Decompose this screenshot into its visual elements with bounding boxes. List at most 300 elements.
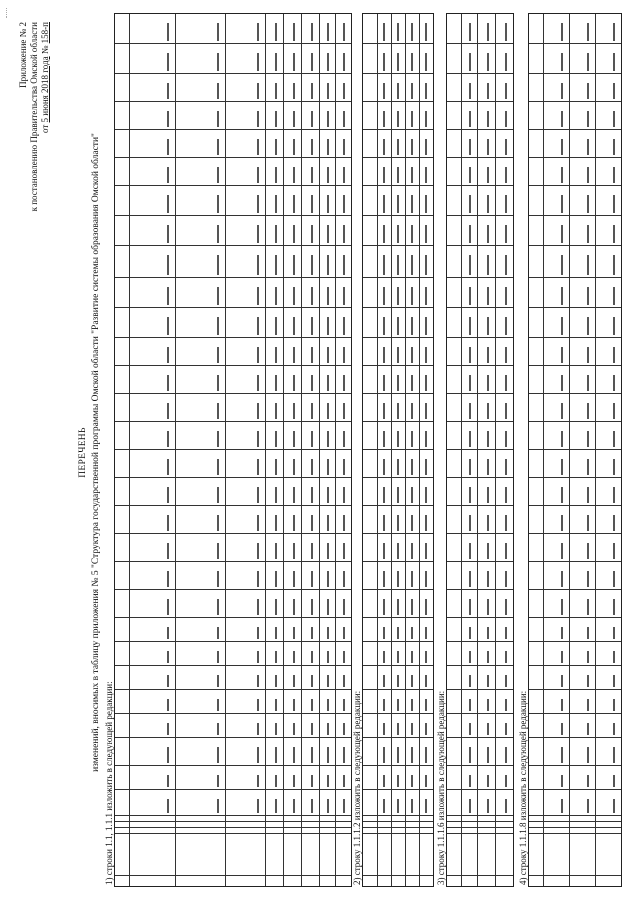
table-row-rule	[129, 14, 130, 886]
cell-value-mark	[425, 167, 427, 183]
cell-value-mark	[275, 53, 277, 71]
cell-value-mark	[167, 799, 169, 813]
table-column-rule	[363, 665, 433, 666]
cell-value-mark	[275, 651, 277, 663]
section-2-label: 2) строку 1.1.1.2 изложить в следующей редакции:	[352, 690, 362, 885]
cell-value-mark	[311, 627, 313, 639]
cell-value-mark	[217, 459, 219, 475]
table-row-rule	[175, 14, 176, 886]
table-column-rule	[447, 561, 513, 562]
cell-value-mark	[587, 675, 589, 687]
cell-value-mark	[327, 317, 329, 335]
cell-value-mark	[311, 431, 313, 447]
table-column-rule	[447, 307, 513, 308]
table-row-rule	[377, 14, 378, 886]
cell-value-mark	[411, 167, 413, 183]
cell-value-mark	[397, 347, 399, 363]
cell-value-mark	[167, 627, 169, 639]
cell-value-mark	[311, 317, 313, 335]
table-column-rule	[363, 561, 433, 562]
cell-value-mark	[505, 459, 507, 475]
cell-value-mark	[469, 347, 471, 363]
cell-value-mark	[487, 403, 489, 419]
table-column-rule	[447, 449, 513, 450]
cell-value-mark	[293, 675, 295, 687]
cell-value-mark	[469, 599, 471, 615]
cell-value-mark	[343, 627, 345, 639]
cell-value-mark	[613, 83, 615, 99]
cell-value-mark	[257, 23, 259, 41]
cell-value-mark	[397, 317, 399, 335]
cell-value-mark	[343, 599, 345, 615]
table-column-rule	[447, 421, 513, 422]
cell-value-mark	[327, 255, 329, 275]
cell-value-mark	[561, 599, 563, 615]
cell-value-mark	[411, 111, 413, 127]
cell-value-mark	[487, 167, 489, 183]
cell-value-mark	[311, 459, 313, 475]
cell-value-mark	[561, 699, 563, 711]
cell-value-mark	[587, 53, 589, 71]
cell-value-mark	[257, 775, 259, 787]
cell-value-mark	[505, 403, 507, 419]
cell-value-mark	[343, 347, 345, 363]
cell-value-mark	[293, 53, 295, 71]
cell-value-mark	[257, 571, 259, 587]
cell-value-mark	[397, 287, 399, 305]
cell-value-mark	[613, 287, 615, 305]
cell-value-mark	[613, 675, 615, 687]
table-column-rule	[115, 737, 351, 738]
cell-value-mark	[613, 225, 615, 243]
cell-value-mark	[425, 23, 427, 41]
cell-value-mark	[411, 747, 413, 763]
cell-value-mark	[343, 723, 345, 735]
cell-value-mark	[327, 723, 329, 735]
cell-value-mark	[561, 487, 563, 503]
cell-value-mark	[167, 651, 169, 663]
cell-value-mark	[257, 167, 259, 183]
table-row-rule	[461, 14, 462, 886]
cell-value-mark	[613, 53, 615, 71]
cell-value-mark	[275, 139, 277, 155]
cell-value-mark	[383, 317, 385, 335]
cell-value-mark	[397, 403, 399, 419]
cell-value-mark	[383, 431, 385, 447]
cell-value-mark	[469, 775, 471, 787]
table-column-rule	[447, 827, 513, 828]
table-column-rule	[447, 185, 513, 186]
cell-value-mark	[311, 347, 313, 363]
table-column-rule	[115, 393, 351, 394]
cell-value-mark	[383, 651, 385, 663]
cell-value-mark	[311, 775, 313, 787]
cell-value-mark	[487, 83, 489, 99]
cell-value-mark	[343, 675, 345, 687]
cell-value-mark	[217, 699, 219, 711]
cell-value-mark	[383, 53, 385, 71]
cell-value-mark	[343, 459, 345, 475]
table-column-rule	[447, 157, 513, 158]
cell-value-mark	[561, 571, 563, 587]
cell-value-mark	[397, 775, 399, 787]
cell-value-mark	[411, 459, 413, 475]
table-column-rule	[115, 245, 351, 246]
cell-value-mark	[411, 487, 413, 503]
cell-value-mark	[343, 23, 345, 41]
table-column-rule	[447, 833, 513, 834]
cell-value-mark	[167, 487, 169, 503]
cell-value-mark	[613, 347, 615, 363]
table-column-rule	[447, 101, 513, 102]
cell-value-mark	[293, 543, 295, 559]
cell-value-mark	[487, 375, 489, 391]
cell-value-mark	[425, 375, 427, 391]
table-column-rule	[363, 421, 433, 422]
cell-value-mark	[167, 287, 169, 305]
cell-value-mark	[311, 747, 313, 763]
cell-value-mark	[293, 459, 295, 475]
table-column-rule	[115, 337, 351, 338]
cell-value-mark	[411, 139, 413, 155]
cell-value-mark	[505, 431, 507, 447]
cell-value-mark	[257, 431, 259, 447]
cell-value-mark	[343, 747, 345, 763]
table-column-rule	[115, 449, 351, 450]
cell-value-mark	[343, 431, 345, 447]
cell-value-mark	[561, 747, 563, 763]
cell-value-mark	[275, 675, 277, 687]
cell-value-mark	[397, 675, 399, 687]
cell-value-mark	[343, 287, 345, 305]
cell-value-mark	[343, 651, 345, 663]
cell-value-mark	[293, 487, 295, 503]
appendix-number: Приложение № 2	[18, 22, 28, 88]
cell-value-mark	[217, 83, 219, 99]
cell-value-mark	[383, 627, 385, 639]
cell-value-mark	[327, 403, 329, 419]
appendix-date: 5 июня 2018 года	[40, 56, 50, 123]
cell-value-mark	[217, 651, 219, 663]
cell-value-mark	[217, 403, 219, 419]
cell-value-mark	[561, 53, 563, 71]
cell-value-mark	[217, 775, 219, 787]
cell-value-mark	[327, 167, 329, 183]
cell-value-mark	[487, 627, 489, 639]
cell-value-mark	[311, 83, 313, 99]
cell-value-mark	[613, 139, 615, 155]
cell-value-mark	[275, 799, 277, 813]
cell-value-mark	[383, 599, 385, 615]
table-column-rule	[115, 215, 351, 216]
cell-value-mark	[561, 167, 563, 183]
cell-value-mark	[613, 111, 615, 127]
cell-value-mark	[167, 317, 169, 335]
cell-value-mark	[425, 515, 427, 531]
cell-value-mark	[217, 347, 219, 363]
cell-value-mark	[217, 23, 219, 41]
cell-value-mark	[505, 571, 507, 587]
cell-value-mark	[505, 195, 507, 213]
cell-value-mark	[217, 627, 219, 639]
cell-value-mark	[327, 627, 329, 639]
cell-value-mark	[425, 487, 427, 503]
cell-value-mark	[411, 347, 413, 363]
cell-value-mark	[257, 627, 259, 639]
cell-value-mark	[383, 287, 385, 305]
cell-value-mark	[257, 699, 259, 711]
cell-value-mark	[613, 167, 615, 183]
cell-value-mark	[411, 287, 413, 305]
cell-value-mark	[383, 747, 385, 763]
cell-value-mark	[311, 599, 313, 615]
cell-value-mark	[343, 775, 345, 787]
cell-value-mark	[613, 195, 615, 213]
cell-value-mark	[293, 571, 295, 587]
cell-value-mark	[487, 775, 489, 787]
table-column-rule	[363, 789, 433, 790]
table-row-rule	[419, 14, 420, 886]
table-column-rule	[115, 765, 351, 766]
cell-value-mark	[561, 255, 563, 275]
cell-value-mark	[275, 627, 277, 639]
cell-value-mark	[293, 431, 295, 447]
cell-value-mark	[217, 599, 219, 615]
cell-value-mark	[587, 139, 589, 155]
cell-value-mark	[505, 487, 507, 503]
cell-value-mark	[327, 375, 329, 391]
cell-value-mark	[217, 515, 219, 531]
cell-value-mark	[383, 699, 385, 711]
cell-value-mark	[505, 225, 507, 243]
cell-value-mark	[469, 747, 471, 763]
cell-value-mark	[257, 651, 259, 663]
table-column-rule	[115, 689, 351, 690]
cell-value-mark	[411, 651, 413, 663]
cell-value-mark	[397, 515, 399, 531]
cell-value-mark	[561, 775, 563, 787]
cell-value-mark	[293, 627, 295, 639]
table-column-rule	[363, 101, 433, 102]
cell-value-mark	[469, 167, 471, 183]
cell-value-mark	[275, 543, 277, 559]
table-section-2	[362, 13, 434, 887]
cell-value-mark	[561, 225, 563, 243]
appendix-header	[18, 22, 51, 211]
cell-value-mark	[311, 23, 313, 41]
cell-value-mark	[425, 599, 427, 615]
cell-value-mark	[561, 317, 563, 335]
cell-value-mark	[469, 317, 471, 335]
cell-value-mark	[311, 195, 313, 213]
cell-value-mark	[167, 347, 169, 363]
appendix-decree: к постановлению Правительства Омской области	[29, 22, 39, 212]
cell-value-mark	[167, 459, 169, 475]
cell-value-mark	[469, 195, 471, 213]
cell-value-mark	[561, 375, 563, 391]
cell-value-mark	[487, 799, 489, 813]
cell-value-mark	[293, 287, 295, 305]
cell-value-mark	[217, 111, 219, 127]
cell-value-mark	[505, 747, 507, 763]
cell-value-mark	[327, 83, 329, 99]
cell-value-mark	[327, 459, 329, 475]
cell-value-mark	[397, 23, 399, 41]
cell-value-mark	[411, 775, 413, 787]
table-column-rule	[363, 277, 433, 278]
cell-value-mark	[275, 723, 277, 735]
cell-value-mark	[217, 571, 219, 587]
cell-value-mark	[383, 195, 385, 213]
table-column-rule	[115, 833, 351, 834]
cell-value-mark	[411, 799, 413, 813]
table-column-rule	[363, 641, 433, 642]
cell-value-mark	[587, 459, 589, 475]
cell-value-mark	[383, 775, 385, 787]
cell-value-mark	[343, 571, 345, 587]
cell-value-mark	[383, 23, 385, 41]
cell-value-mark	[425, 651, 427, 663]
cell-value-mark	[383, 799, 385, 813]
cell-value-mark	[327, 431, 329, 447]
table-column-rule	[363, 477, 433, 478]
cell-value-mark	[469, 627, 471, 639]
scan-mark	[6, 8, 13, 18]
cell-value-mark	[293, 403, 295, 419]
cell-value-mark	[327, 599, 329, 615]
cell-value-mark	[397, 375, 399, 391]
cell-value-mark	[217, 487, 219, 503]
cell-value-mark	[505, 599, 507, 615]
cell-value-mark	[167, 167, 169, 183]
table-column-rule	[115, 365, 351, 366]
table-column-rule	[115, 815, 351, 816]
table-row-rule	[495, 14, 496, 886]
cell-value-mark	[613, 255, 615, 275]
cell-value-mark	[411, 515, 413, 531]
cell-value-mark	[561, 723, 563, 735]
table-column-rule	[363, 73, 433, 74]
cell-value-mark	[293, 195, 295, 213]
appendix-decree-number: 158-п	[40, 22, 50, 44]
cell-value-mark	[587, 317, 589, 335]
table-column-rule	[447, 641, 513, 642]
cell-value-mark	[217, 543, 219, 559]
cell-value-mark	[425, 403, 427, 419]
cell-value-mark	[411, 599, 413, 615]
cell-value-mark	[425, 723, 427, 735]
table-column-rule	[363, 689, 433, 690]
cell-value-mark	[383, 515, 385, 531]
cell-value-mark	[505, 53, 507, 71]
cell-value-mark	[167, 543, 169, 559]
cell-value-mark	[469, 487, 471, 503]
table-column-rule	[447, 737, 513, 738]
cell-value-mark	[383, 139, 385, 155]
cell-value-mark	[293, 225, 295, 243]
cell-value-mark	[587, 571, 589, 587]
cell-value-mark	[217, 317, 219, 335]
table-column-rule	[447, 337, 513, 338]
cell-value-mark	[469, 23, 471, 41]
table-column-rule	[115, 477, 351, 478]
cell-value-mark	[587, 403, 589, 419]
cell-value-mark	[411, 375, 413, 391]
table-row-rule	[477, 14, 478, 886]
cell-value-mark	[587, 347, 589, 363]
cell-value-mark	[257, 225, 259, 243]
cell-value-mark	[469, 459, 471, 475]
cell-value-mark	[487, 543, 489, 559]
table-column-rule	[447, 365, 513, 366]
cell-value-mark	[487, 459, 489, 475]
table-row-rule	[335, 14, 336, 886]
cell-value-mark	[275, 599, 277, 615]
cell-value-mark	[397, 111, 399, 127]
cell-value-mark	[327, 651, 329, 663]
cell-value-mark	[613, 775, 615, 787]
cell-value-mark	[487, 723, 489, 735]
cell-value-mark	[311, 675, 313, 687]
cell-value-mark	[311, 515, 313, 531]
cell-value-mark	[293, 723, 295, 735]
cell-value-mark	[275, 225, 277, 243]
cell-value-mark	[613, 515, 615, 531]
cell-value-mark	[587, 167, 589, 183]
cell-value-mark	[411, 571, 413, 587]
cell-value-mark	[343, 403, 345, 419]
cell-value-mark	[327, 775, 329, 787]
cell-value-mark	[505, 775, 507, 787]
table-column-rule	[363, 505, 433, 506]
cell-value-mark	[167, 139, 169, 155]
cell-value-mark	[383, 487, 385, 503]
cell-value-mark	[397, 571, 399, 587]
table-column-rule	[115, 821, 351, 822]
cell-value-mark	[257, 799, 259, 813]
document-subtitle: изменений, вносимых в таблицу приложения № 5 "Структура государственной программы Омской области "Развитие системы образования Омской области"	[91, 133, 101, 772]
cell-value-mark	[275, 167, 277, 183]
table-column-rule	[115, 157, 351, 158]
cell-value-mark	[167, 375, 169, 391]
cell-value-mark	[411, 403, 413, 419]
cell-value-mark	[613, 403, 615, 419]
cell-value-mark	[425, 53, 427, 71]
cell-value-mark	[275, 23, 277, 41]
cell-value-mark	[587, 111, 589, 127]
cell-value-mark	[217, 195, 219, 213]
table-column-rule	[115, 875, 351, 876]
cell-value-mark	[397, 195, 399, 213]
table-column-rule	[447, 129, 513, 130]
cell-value-mark	[343, 375, 345, 391]
table-column-rule	[363, 713, 433, 714]
table-row-rule	[301, 14, 302, 886]
table-column-rule	[363, 765, 433, 766]
table-column-rule	[447, 821, 513, 822]
cell-value-mark	[257, 375, 259, 391]
table-column-rule	[115, 307, 351, 308]
table-column-rule	[447, 215, 513, 216]
cell-value-mark	[383, 375, 385, 391]
table-column-rule	[447, 875, 513, 876]
cell-value-mark	[505, 111, 507, 127]
cell-value-mark	[487, 287, 489, 305]
cell-value-mark	[397, 747, 399, 763]
cell-value-mark	[293, 651, 295, 663]
cell-value-mark	[487, 195, 489, 213]
cell-value-mark	[469, 255, 471, 275]
